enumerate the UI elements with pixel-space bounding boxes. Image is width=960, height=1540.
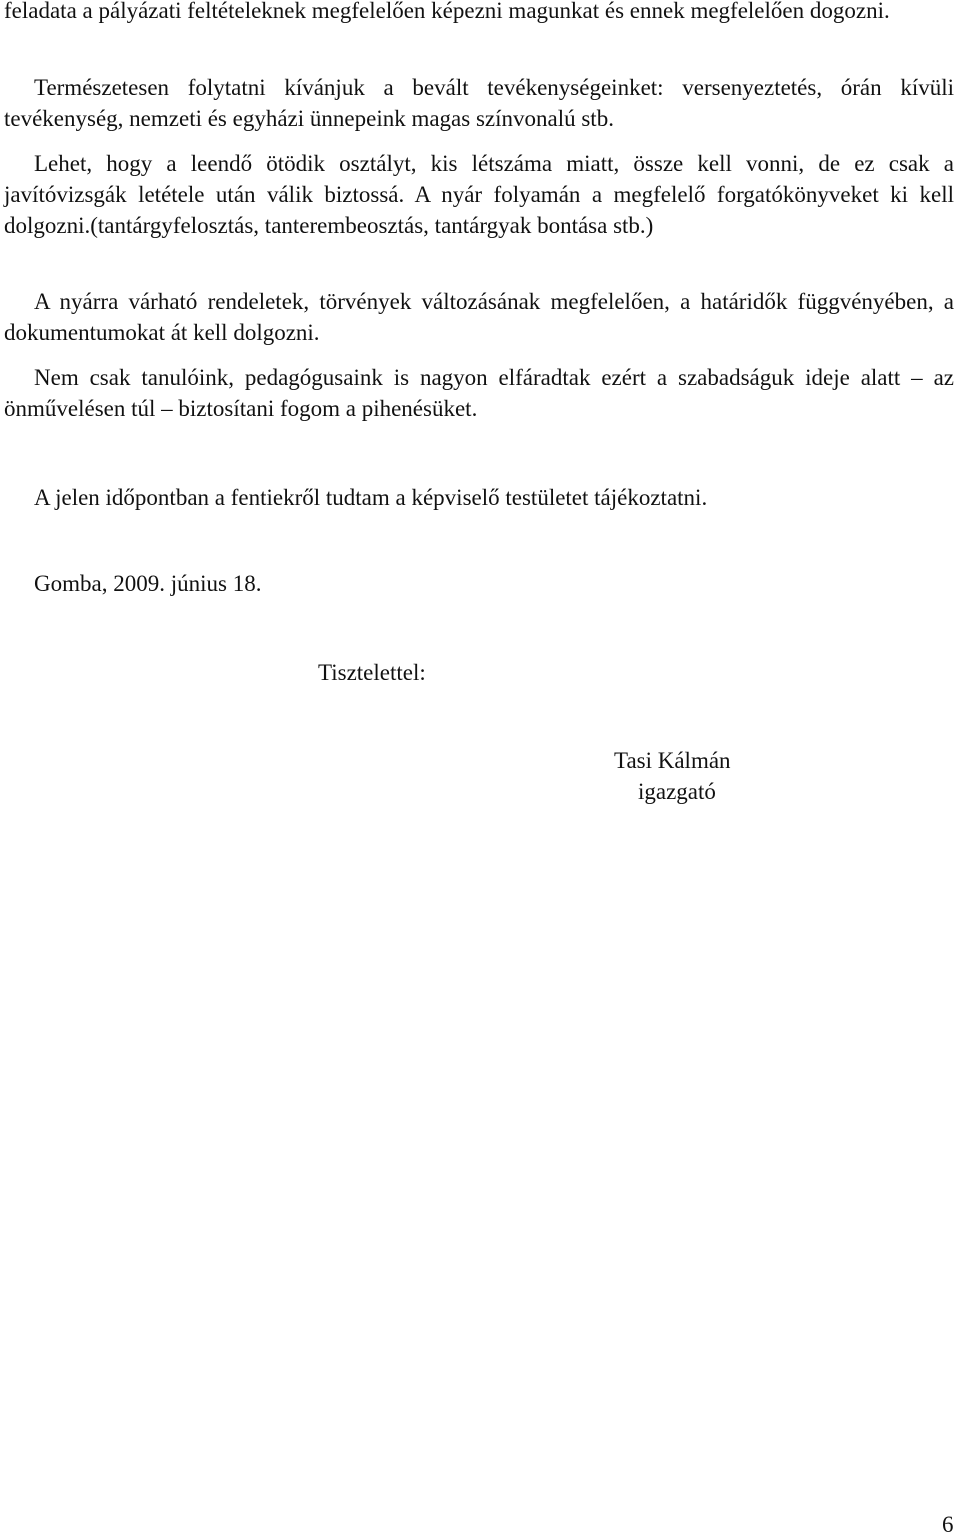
paragraph-continuation: feladata a pályázati feltételeknek megfelelően képezni magunkat és ennek megfelelően dogozni.: [4, 0, 890, 23]
signer-title: igazgató: [638, 779, 716, 804]
paragraph-regulations: A nyárra várható rendeletek, törvények változásának megfelelően, a határidők függvényében, a dokumentumokat át kell dolgozni.: [4, 289, 954, 345]
closing-salutation: Tisztelettel:: [318, 660, 426, 685]
page-number: 6: [942, 1512, 954, 1537]
paragraph-activities: Természetesen folytatni kívánjuk a bevált tevékenységeinket: versenyeztetés, órán kívüli tevékenység, nemzeti és egyházi ünnepeink magas színvonalú stb.: [4, 75, 954, 131]
paragraph-summary: A jelen időpontban a fentiekről tudtam a képviselő testületet tájékoztatni.: [34, 485, 708, 510]
signer-name: Tasi Kálmán: [614, 748, 731, 773]
paragraph-rest: Nem csak tanulóink, pedagógusaink is nagyon elfáradtak ezért a szabadságuk ideje alatt – az önművelésen túl – biztosítani fogom a pihenésüket.: [4, 365, 954, 421]
paragraph-fifth-grade: Lehet, hogy a leendő ötödik osztályt, kis létszáma miatt, össze kell vonni, de ez csak a javítóvizsgák letétele után válik biztossá. A nyár folyamán a megfelelő forgatókönyveket ki kell dolgozni.(tantárgyfelosztás, tanterembeosztás, tantárgyak bontása stb.): [4, 151, 954, 238]
place-date: Gomba, 2009. június 18.: [34, 571, 262, 596]
